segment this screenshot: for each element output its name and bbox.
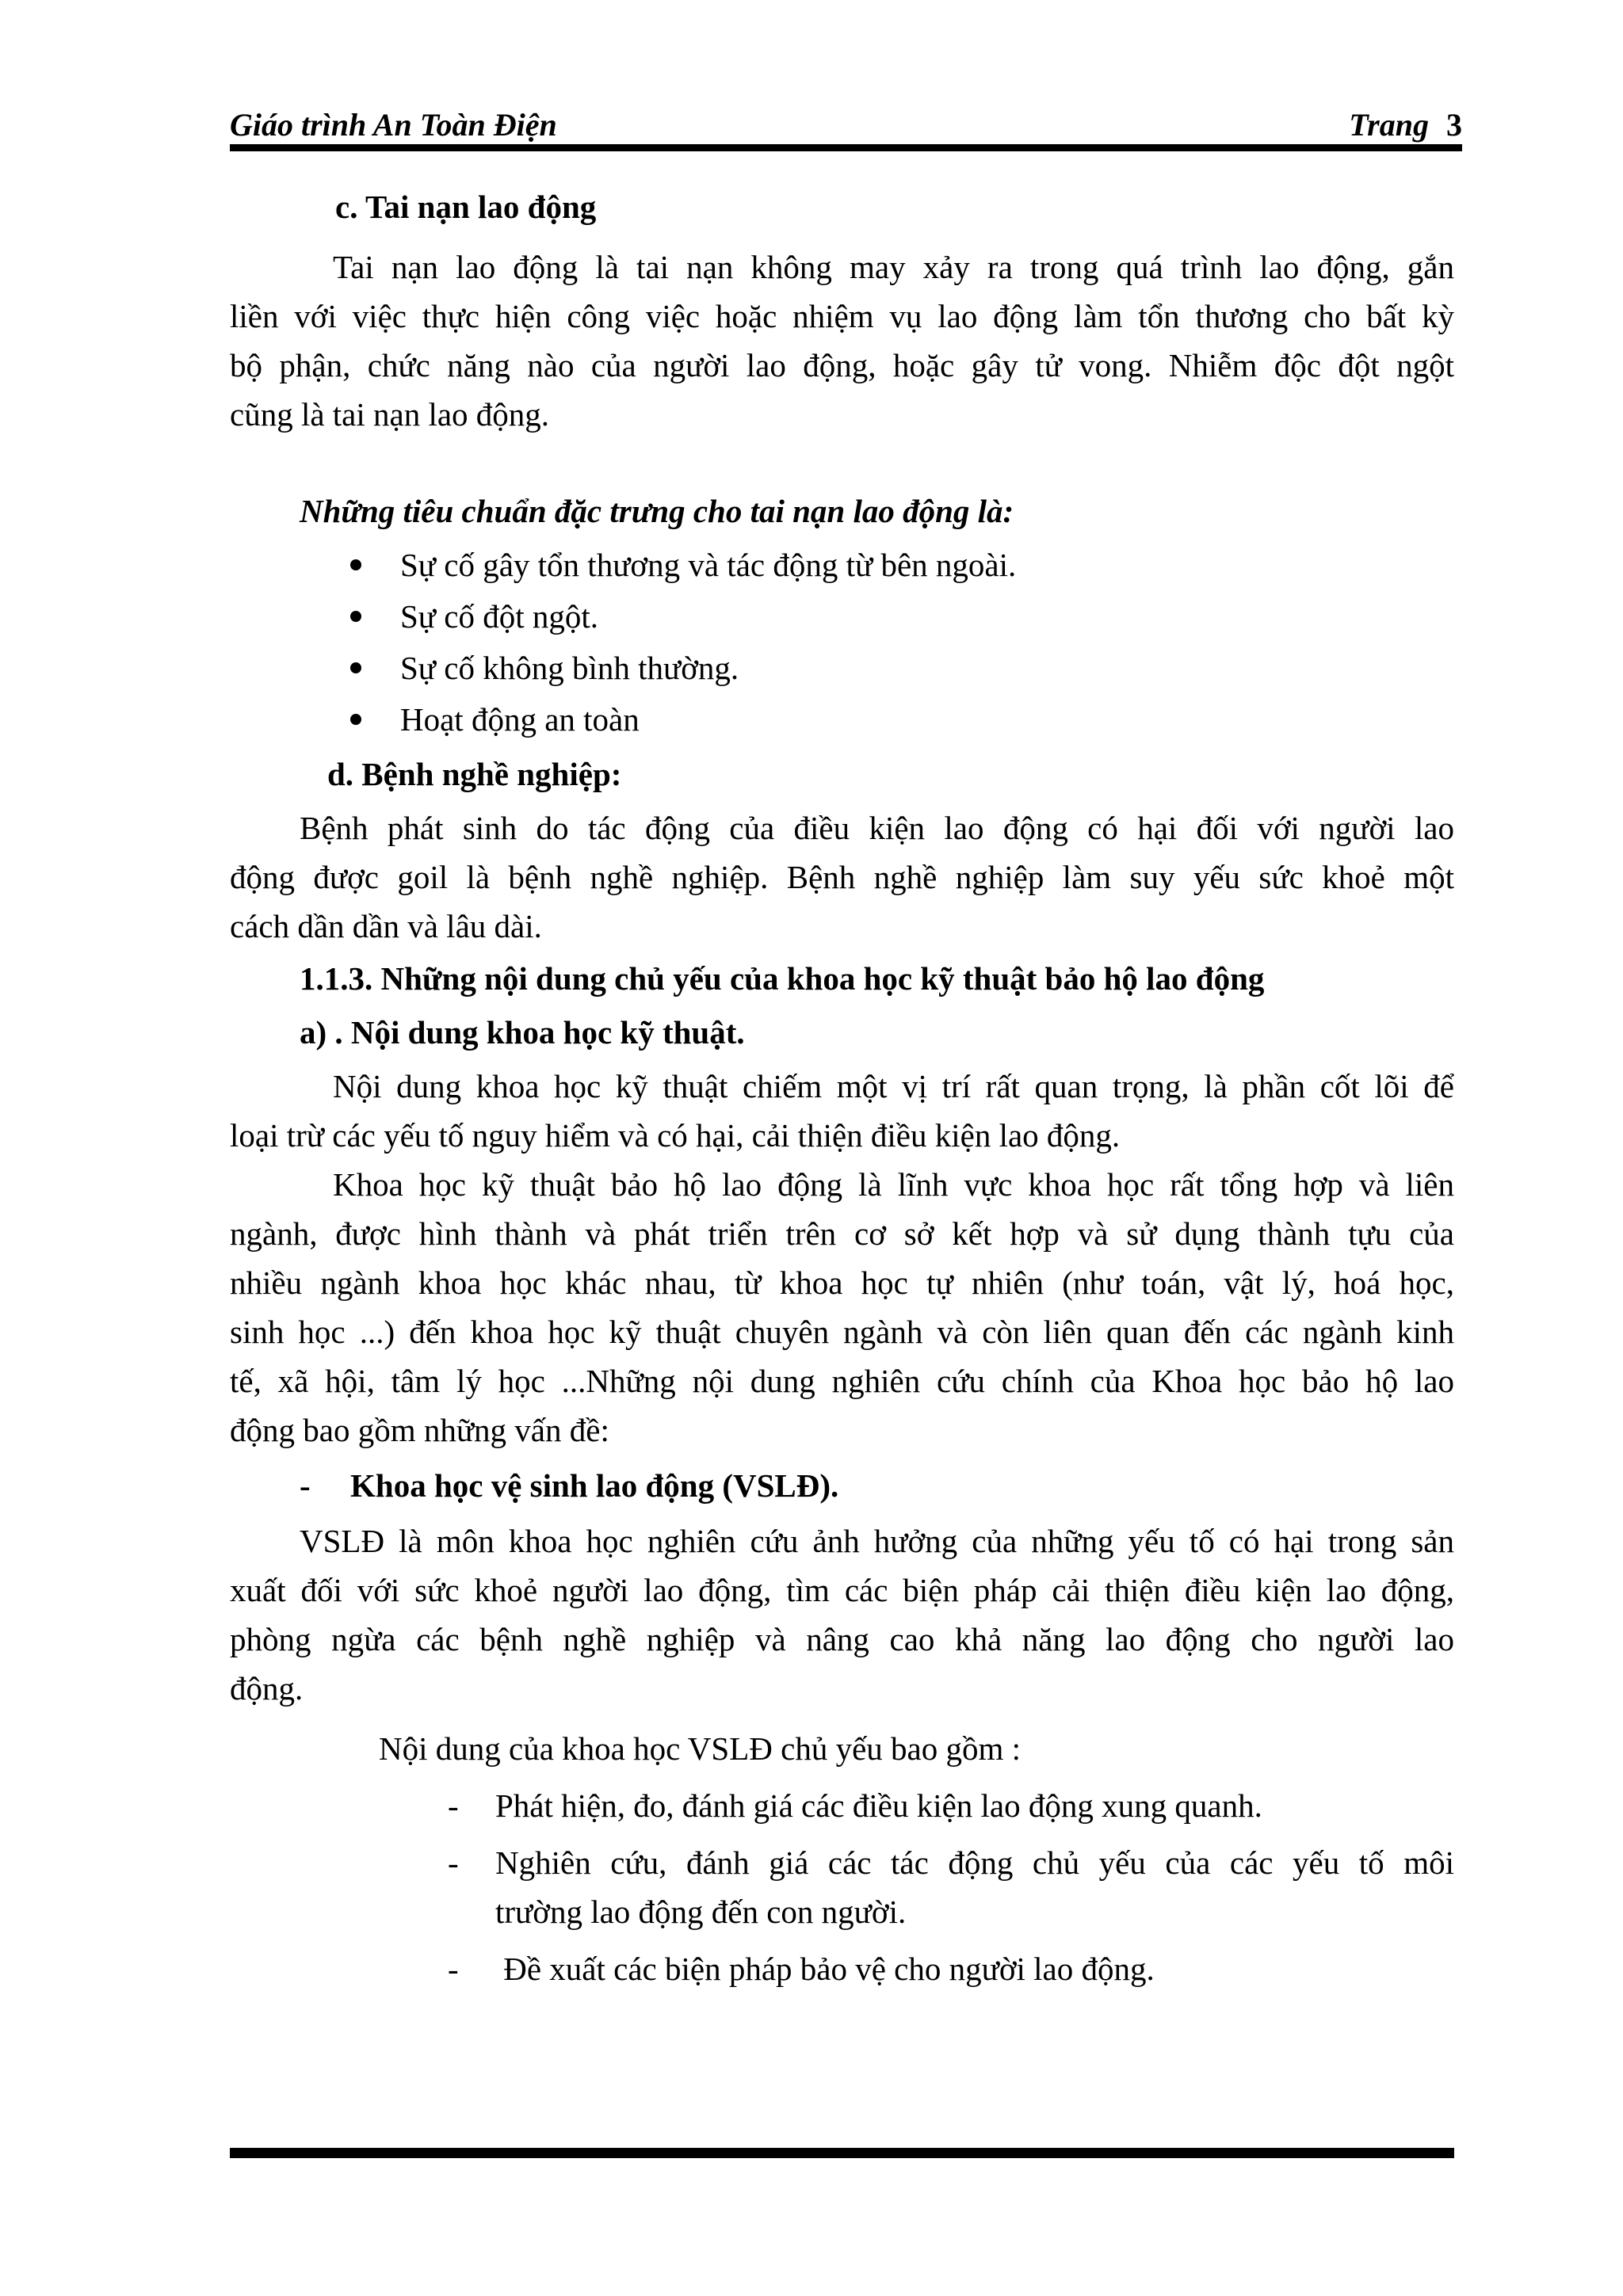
paragraph-line: động bao gồm những vấn đề: [230, 1412, 609, 1448]
criteria-heading: Những tiêu chuẩn đặc trưng cho tai nạn lao động là: [300, 493, 1014, 529]
paragraph-line: sinh học ...) đến khoa học kỹ thuật chuyên ngành và còn liên quan đến các ngành kinh [230, 1314, 1454, 1350]
vsld-heading [230, 1461, 1454, 1510]
list-item [230, 695, 1454, 746]
section-a-paragraph-1 [230, 1062, 1454, 1160]
page-indicator [1349, 105, 1462, 146]
list-item [230, 1838, 1454, 1944]
list-item [230, 540, 1454, 592]
list-item [230, 1944, 1454, 1993]
list-item-text: Nghiên cứu, đánh giá các tác động chủ yếu của các yếu tố môi [495, 1844, 1454, 1881]
paragraph-line: động. [230, 1670, 304, 1707]
page-header [230, 105, 1462, 146]
paragraph-line: cách dần dần và lâu dài. [230, 908, 542, 944]
paragraph-line: Bệnh phát sinh do tác động của điều kiện lao động có hại đối với người lao [300, 810, 1454, 846]
section-c-paragraph [230, 242, 1454, 439]
paragraph-line: bộ phận, chức năng nào của người lao động, hoặc gây tử vong. Nhiễm độc đột ngột [230, 347, 1454, 383]
document-title: Giáo trình An Toàn Điện [230, 107, 557, 143]
dash-marker: - [448, 1951, 459, 1987]
dash-marker: - [448, 1844, 459, 1881]
paragraph-line: phòng ngừa các bệnh nghề nghiệp và nâng cao khả năng lao động cho người lao [230, 1621, 1454, 1657]
header-rule [230, 144, 1462, 151]
section-a-paragraph-2 [230, 1160, 1454, 1455]
list-item [230, 1781, 1454, 1838]
paragraph-line: cũng là tai nạn lao động. [230, 396, 550, 433]
dash-marker: - [300, 1467, 311, 1504]
section-d-paragraph [230, 803, 1454, 951]
paragraph-line: liền với việc thực hiện công việc hoặc nhiệm vụ lao động làm tổn thương cho bất kỳ [230, 298, 1454, 334]
paragraph-line: Nội dung khoa học kỹ thuật chiếm một vị trí rất quan trọng, là phần cốt lõi để [333, 1068, 1454, 1104]
list-item-text: Phát hiện, đo, đánh giá các điều kiện lao động xung quanh. [495, 1787, 1262, 1824]
list-item-text: Sự cố gây tổn thương và tác động từ bên ngoài. [400, 547, 1017, 583]
bullet-icon [350, 611, 361, 622]
paragraph-line: xuất đối với sức khoẻ người lao động, tìm các biện pháp cải thiện điều kiện lao động, [230, 1572, 1454, 1608]
section-d-heading: d. Bệnh nghề nghiệp: [327, 756, 622, 792]
bullet-icon [350, 662, 361, 673]
vsld-intro: Nội dung của khoa học VSLĐ chủ yếu bao gồm : [379, 1730, 1021, 1767]
paragraph-line: Khoa học kỹ thuật bảo hộ lao động là lĩnh vực khoa học rất tổng hợp và liên [333, 1166, 1454, 1203]
vsld-list [230, 1781, 1454, 1993]
paragraph-line: nhiều ngành khoa học khác nhau, từ khoa học tự nhiên (như toán, vật lý, hoá học, [230, 1264, 1454, 1301]
list-item-text: Đề xuất các biện pháp bảo vệ cho người lao động. [495, 1951, 1155, 1987]
vsld-paragraph [230, 1516, 1454, 1713]
section-a-heading: a) . Nội dung khoa học kỹ thuật. [300, 1014, 745, 1051]
page-label: Trang [1349, 107, 1429, 143]
list-item-text: Sự cố đột ngột. [400, 598, 599, 635]
list-item-text: trường lao động đến con người. [495, 1894, 907, 1930]
list-item-text: Hoạt động an toàn [400, 701, 640, 738]
footer-rule [230, 2148, 1454, 2158]
dash-marker: - [448, 1787, 459, 1824]
vsld-heading-text: Khoa học vệ sinh lao động (VSLĐ). [350, 1467, 839, 1504]
criteria-list [230, 540, 1454, 746]
paragraph-line: ngành, được hình thành và phát triển trên cơ sở kết hợp và sử dụng thành tựu của [230, 1215, 1454, 1252]
list-item [230, 592, 1454, 643]
section-c-heading: c. Tai nạn lao động [335, 189, 597, 225]
page-body [230, 182, 1454, 1993]
paragraph-line: động được goil là bệnh nghề nghiệp. Bệnh nghề nghiệp làm suy yếu sức khoẻ một [230, 859, 1454, 895]
paragraph-line: tế, xã hội, tâm lý học ...Những nội dung nghiên cứu chính của Khoa học bảo hộ lao [230, 1363, 1454, 1399]
list-item [230, 643, 1454, 695]
section-113-heading: 1.1.3. Những nội dung chủ yếu của khoa học kỹ thuật bảo hộ lao động [300, 960, 1265, 997]
paragraph-line: loại trừ các yếu tố nguy hiểm và có hại, cải thiện điều kiện lao động. [230, 1117, 1121, 1154]
paragraph-line: Tai nạn lao động là tai nạn không may xảy ra trong quá trình lao động, gắn [333, 249, 1454, 285]
list-item-text: Sự cố không bình thường. [400, 650, 739, 686]
bullet-icon [350, 714, 361, 725]
paragraph-line: VSLĐ là môn khoa học nghiên cứu ảnh hưởng của những yếu tố có hại trong sản [300, 1523, 1454, 1559]
bullet-icon [350, 559, 361, 570]
page-number: 3 [1446, 107, 1462, 143]
